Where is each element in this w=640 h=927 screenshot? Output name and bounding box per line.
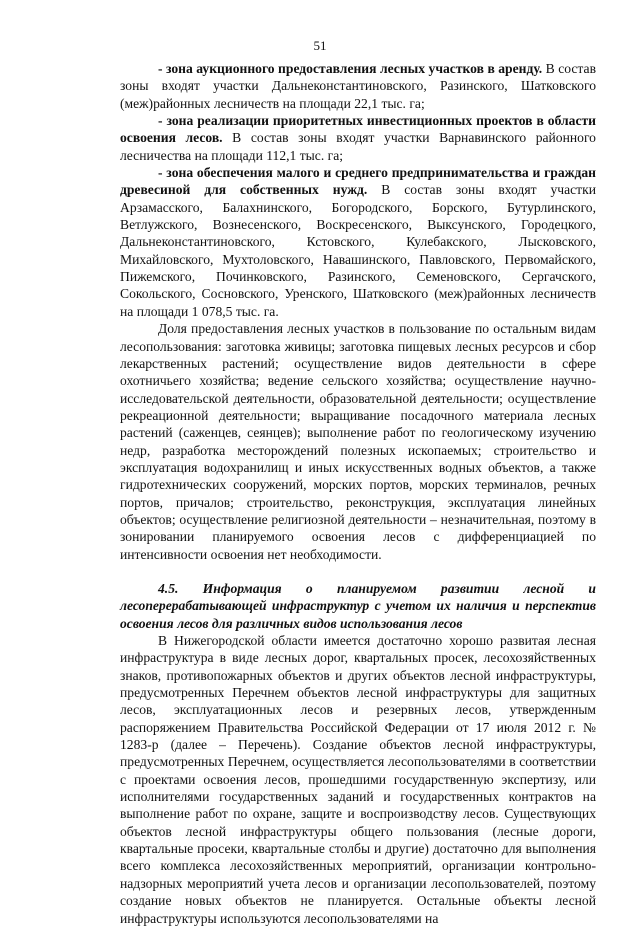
section-spacer: [120, 563, 596, 580]
zone-lease-title: - зона аукционного предоставления лесных участков в аренду.: [158, 61, 543, 76]
page-number: 51: [313, 38, 327, 53]
zone-lease-text: В состав зоны входят участки Дальнеконстантиновского, Разинского, Шатковского (меж)районных лесничеств на площади 22,1 тыс. га;: [120, 61, 596, 111]
other-uses-paragraph: Доля предоставления лесных участков в пользование по остальным видам лесопользования: заготовка живицы; заготовка пищевых лесных ресурсов и сбор лекарственных растений; осуществление видов деятельности в сфере охотничьего хозяйства; ведение сельского хозяйства; осуществление научно-исследовательской деятельности, образовательной деятельности; осуществление рекреационной деятельности; выращивание посадочного материала лесных растений (саженцев, сеянцев); выполнение работ по геологическому изучению недр, разработка месторождений полезных ископаемых; строительство и эксплуатация водохранилищ и иных искусственных водных объектов, а также гидротехнических сооружений, морских портов, морских терминалов, речных портов, причалов; строительство, реконструкция, эксплуатация линейных объектов; осуществление религиозной деятельности – незначительная, поэтому в зонировании планируемого освоения лесов с дифференциацией по интенсивности освоения нет необходимости.: [120, 321, 596, 562]
infrastructure-paragraph: В Нижегородской области имеется достаточно хорошо развитая лесная инфраструктура в виде лесных дорог, квартальных просек, лесохозяйственных знаков, противопожарных объектов и других объектов лесной инфраструктуры, предусмотренных Перечнем объектов лесной инфраструктуры для защитных лесов, эксплуатационных лесов и резервных лесов, утвержденным распоряжением Правительства Российской Федерации от 17 июля 2012 г. № 1283-р (далее – Перечень). Создание объектов лесной инфраструктуры, предусмотренных Перечнем, осуществляется лесопользователями в соответствии с проектами освоения лесов, прошедшими государственную экспертизу, или исполнителями государственных заданий и государственных контрактов на выполнение работ по охране, защите и воспроизводству лесов. Существующих объектов лесной инфраструктуры общего пользования (лесные дороги, квартальные просеки, квартальные столбы и другие) достаточно для выполнения всего комплекса лесохозяйственных мероприятий, организации контрольно-надзорных мероприятий учета лесов и организации лесопользователей, поэтому создание новых объектов не планируется. Остальные объекты лесной инфраструктуры используются лесопользователями на: [120, 633, 596, 926]
zone-investment-paragraph: [120, 112, 596, 164]
zone-business-text: В состав зоны входят участки Арзамасского, Балахнинского, Богородского, Борского, Бутурлинского, Ветлужского, Вознесенского, Воскресенского, Выксунского, Городецкого, Дальнеконстантиновского, Кстовского, Кулебакского, Лысковского, Михайловского, Мухтоловского, Навашинского, Павловского, Первомайского, Пижемского, Починковского, Разинского, Семеновского, Сергачского, Сокольского, Сосновского, Уренского, Шатковского (меж)районных лесничеств на площади 1 078,5 тыс. га.: [120, 182, 596, 319]
document-body: [120, 60, 596, 927]
zone-business-title: - зона обеспечения малого и среднего предпринимательства и граждан древесиной для собственных нужд.: [120, 165, 596, 198]
section-heading: 4.5. Информация о планируемом развитии лесной и лесоперерабатывающей инфраструктур с учетом их наличия и перспектив освоения лесов для различных видов использования лесов: [120, 580, 596, 631]
zone-investment-title: - зона реализации приоритетных инвестиционных проектов в области освоения лесов.: [120, 113, 596, 146]
zone-business-paragraph: [120, 164, 596, 320]
zone-lease-paragraph: [120, 60, 596, 112]
zone-investment-text: В состав зоны входят участки Варнавинского районного лесничества на площади 112,1 тыс. га;: [120, 130, 596, 163]
